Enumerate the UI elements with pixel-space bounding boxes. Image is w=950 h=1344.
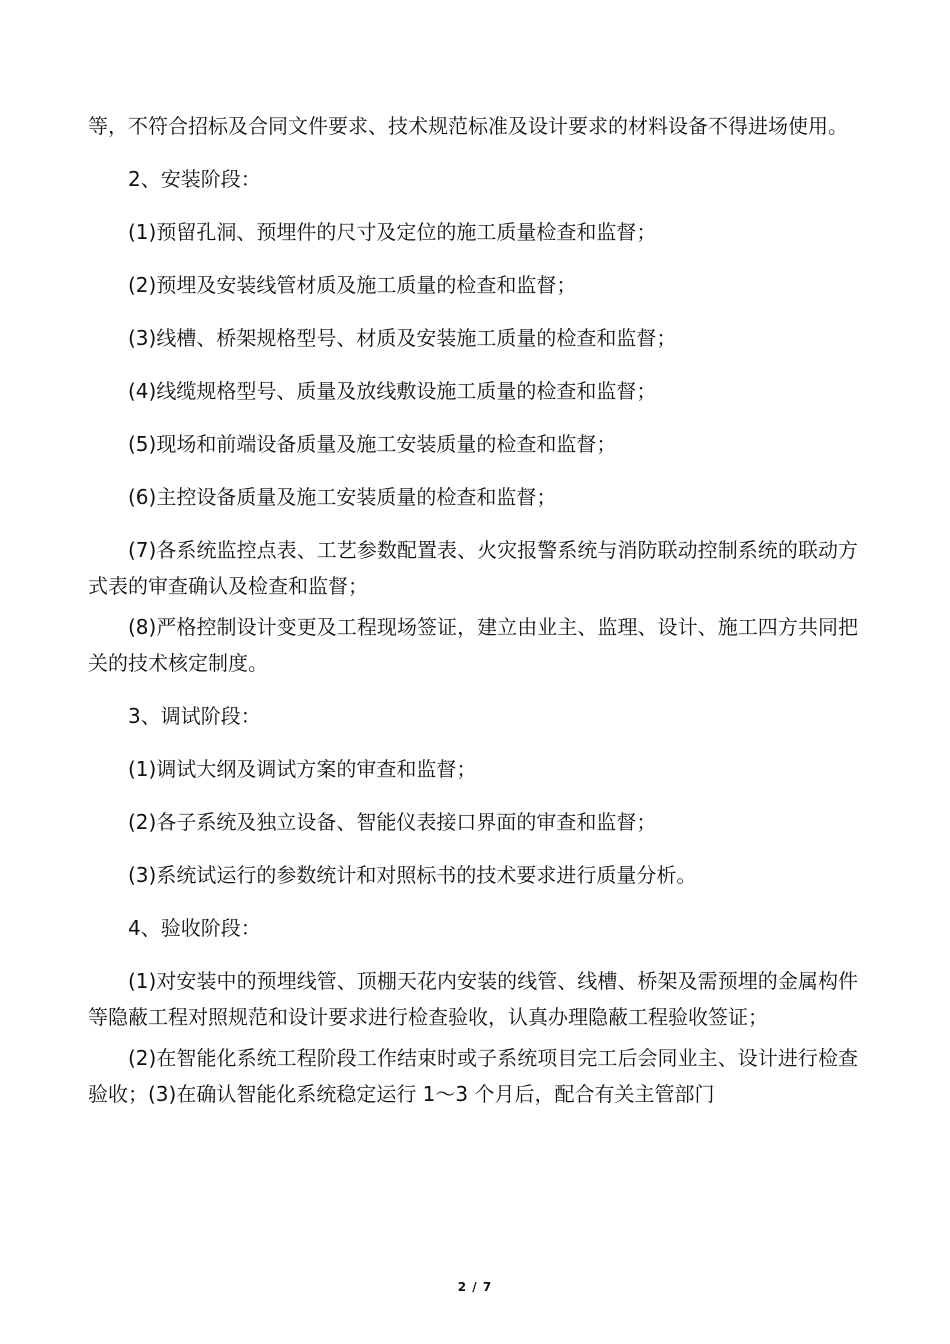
acceptance-item-2-3: (2)在智能化系统工程阶段工作结束时或子系统项目完工后会同业主、设计进行检查验收；(3)在确认智能化系统稳定运行 1～3 个月后，配合有关主管部门 bbox=[88, 1046, 858, 1106]
install-item-2: (2)预埋及安装线管材质及施工质量的检查和监督； bbox=[128, 273, 577, 297]
install-item-8: (8)严格控制设计变更及工程现场签证，建立由业主、监理、设计、施工四方共同把关的技术核定制度。 bbox=[88, 615, 858, 675]
debug-item-1: (1)调试大纲及调试方案的审查和监督； bbox=[128, 757, 477, 781]
page-number: 2 / 7 bbox=[457, 1280, 493, 1294]
install-item-6: (6)主控设备质量及施工安装质量的检查和监督； bbox=[128, 485, 557, 509]
install-item-4: (4)线缆规格型号、质量及放线敷设施工质量的检查和监督； bbox=[128, 379, 657, 403]
install-item-5: (5)现场和前端设备质量及施工安装质量的检查和监督； bbox=[128, 432, 617, 456]
install-item-7: (7)各系统监控点表、工艺参数配置表、火灾报警系统与消防联动控制系统的联动方式表的审查确认及检查和监督； bbox=[88, 538, 858, 598]
section-heading-install: 2、安装阶段： bbox=[128, 167, 261, 191]
install-item-3: (3)线槽、桥架规格型号、材质及安装施工质量的检查和监督； bbox=[128, 326, 677, 350]
debug-item-2: (2)各子系统及独立设备、智能仪表接口界面的审查和监督； bbox=[128, 810, 657, 834]
section-heading-debug: 3、调试阶段： bbox=[128, 704, 261, 728]
debug-item-3: (3)系统试运行的参数统计和对照标书的技术要求进行质量分析。 bbox=[128, 863, 697, 887]
document-body bbox=[88, 108, 858, 1112]
acceptance-item-1: (1)对安装中的预埋线管、顶棚天花内安装的线管、线槽、桥架及需预埋的金属构件等隐蔽工程对照规范和设计要求进行检查验收，认真办理隐蔽工程验收签证； bbox=[88, 969, 858, 1029]
paragraph-continuation: 等，不符合招标及合同文件要求、技术规范标准及设计要求的材料设备不得进场使用。 bbox=[88, 114, 848, 138]
section-heading-acceptance: 4、验收阶段： bbox=[128, 916, 261, 940]
install-item-1: (1)预留孔洞、预埋件的尺寸及定位的施工质量检查和监督； bbox=[128, 220, 657, 244]
